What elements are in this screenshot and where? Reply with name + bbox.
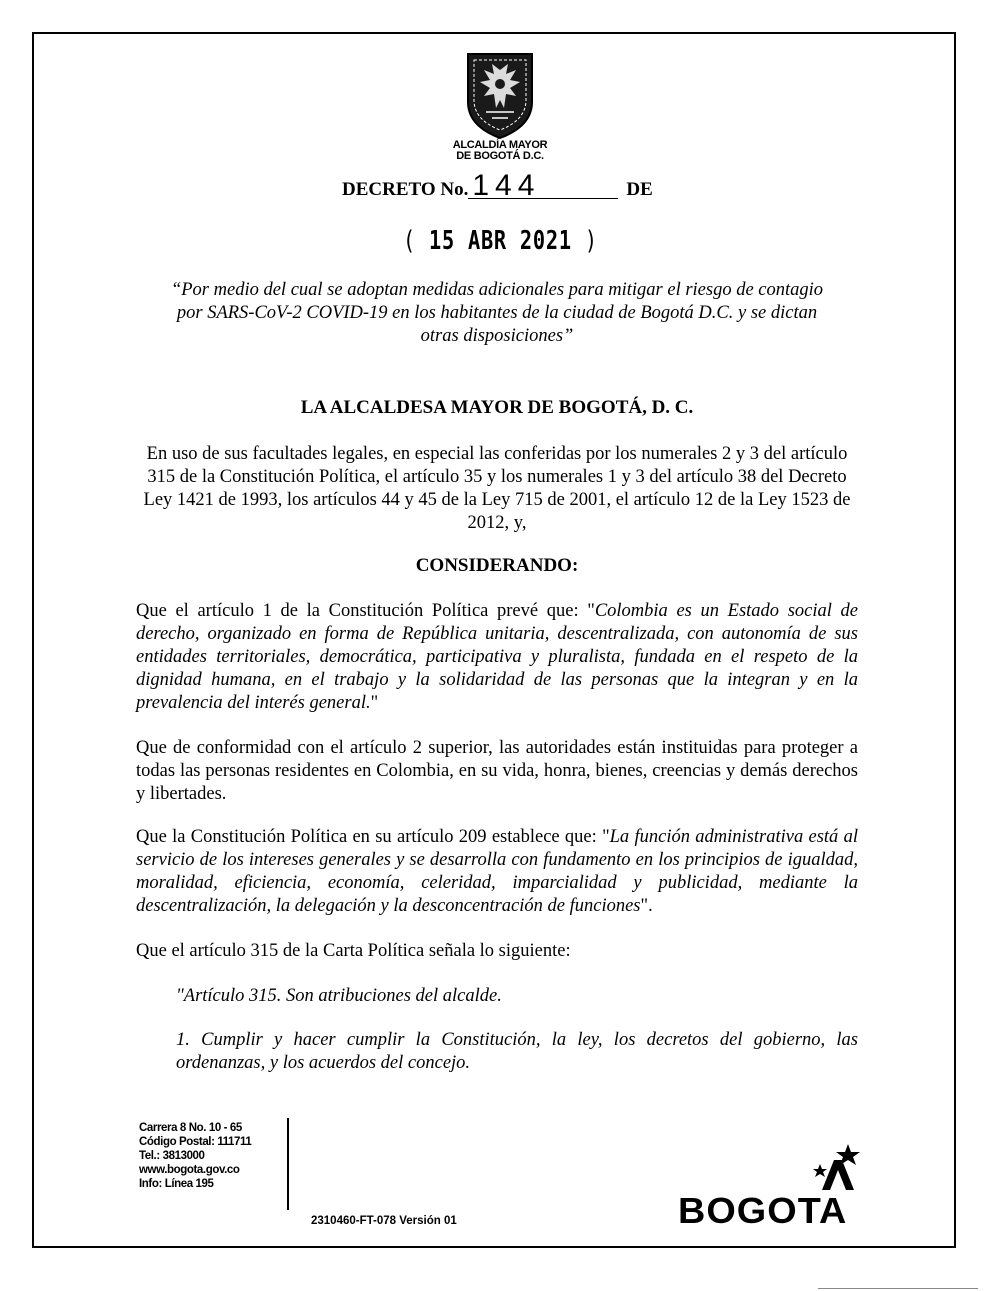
stars-icon [806,1142,866,1192]
p3-intro: Que la Constitución Política en su artículo 209 establece que: " [136,827,610,847]
subject-line1: “Por medio del cual se adoptan medidas adicionales para mitigar el riesgo de contagio [170,280,824,300]
form-code: 2310460-FT-078 Versión 01 [311,1215,457,1227]
p1-intro: Que el artículo 1 de la Constitución Política prevé que: " [136,601,595,621]
considerando-heading: CONSIDERANDO: [415,555,579,576]
institution-line1: ALCALDÍA MAYOR [452,139,548,151]
subject-line3: otras disposiciones” [420,326,574,346]
subject-line2: por SARS-CoV-2 COVID-19 en los habitantes de la ciudad de Bogotá D.C. y se dictan [176,303,818,323]
considerando-p4: Que el artículo 315 de la Carta Política señala lo siguiente: [136,941,571,961]
considerando-p1 [136,600,858,715]
p3-end: ". [640,896,653,916]
quote-item-1: 1. Cumplir y hacer cumplir la Constitución, la ley, los decretos del gobierno, las ordenanzas, y los acuerdos del concejo. [176,1030,858,1073]
considerando-p2: Que de conformidad con el artículo 2 superior, las autoridades están instituidas para proteger a todas las personas residentes en Colombia, en su vida, honra, bienes, creencias y demás derechos y libertades. [136,738,858,804]
stamp-open: ( [403,226,416,256]
date-stamp [403,226,598,256]
stamp-date: 15 ABR 2021 [428,226,572,256]
decree-subject [136,279,858,348]
footer-divider [287,1118,289,1210]
footer-address: Carrera 8 No. 10 - 65 [139,1122,242,1134]
footer-tel: Tel.: 3813000 [139,1150,205,1162]
p3-quote: La función administrativa está al servicio de los intereses generales y se desarrolla con fundamento en los principios de igualdad, moralidad, eficiencia, economía, celeridad, imparcialidad y publicidad, mediante la descentralización, la delegación y la desconcentración de funciones [136,827,858,916]
institution-line2: DE BOGOTÁ D.C. [456,150,544,162]
bogota-brand-logo: BOGOTA [678,1190,848,1231]
decreto-number: 144 [468,174,618,199]
decreto-label: DECRETO No. [342,179,469,200]
p1-quote: Colombia es un Estado social de derecho, organizado en forma de República unitaria, descentralizada, con autonomía de sus entidades territoriales, democrática, participativa y pluralista, fundada en el respeto de la dignidad humana, en el trabajo y la solidaridad de las personas que la integran y en la prevalencia del interés general. [136,601,858,713]
faculties-paragraph: En uso de sus facultades legales, en especial las conferidas por los numerales 2 y 3 del artículo 315 de la Constitución Política, el artículo 35 y los numerales 1 y 3 del artículo 38 del Decreto Ley 1421 de 1993, los artículos 44 y 45 de la Ley 715 de 2001, el artículo 12 de la Ley 1523 de 2012, y, [143,444,851,533]
quote-article-315: "Artículo 315. Son atribuciones del alcalde. [176,986,502,1006]
institution-name [380,140,620,162]
footer-contact [139,1121,251,1191]
footer-info: Info: Línea 195 [139,1178,214,1190]
considerando-p3 [136,826,858,918]
scan-artifact-line [818,1288,978,1289]
footer-web: www.bogota.gov.co [139,1164,240,1176]
authority-title: LA ALCALDESA MAYOR DE BOGOTÁ, D. C. [300,397,694,418]
decreto-suffix: DE [626,179,653,200]
stamp-close: ) [584,226,598,256]
decreto-heading [342,169,653,202]
footer-postal: Código Postal: 111711 [139,1136,252,1148]
coat-of-arms-logo [462,50,538,140]
p1-end: " [370,693,379,713]
